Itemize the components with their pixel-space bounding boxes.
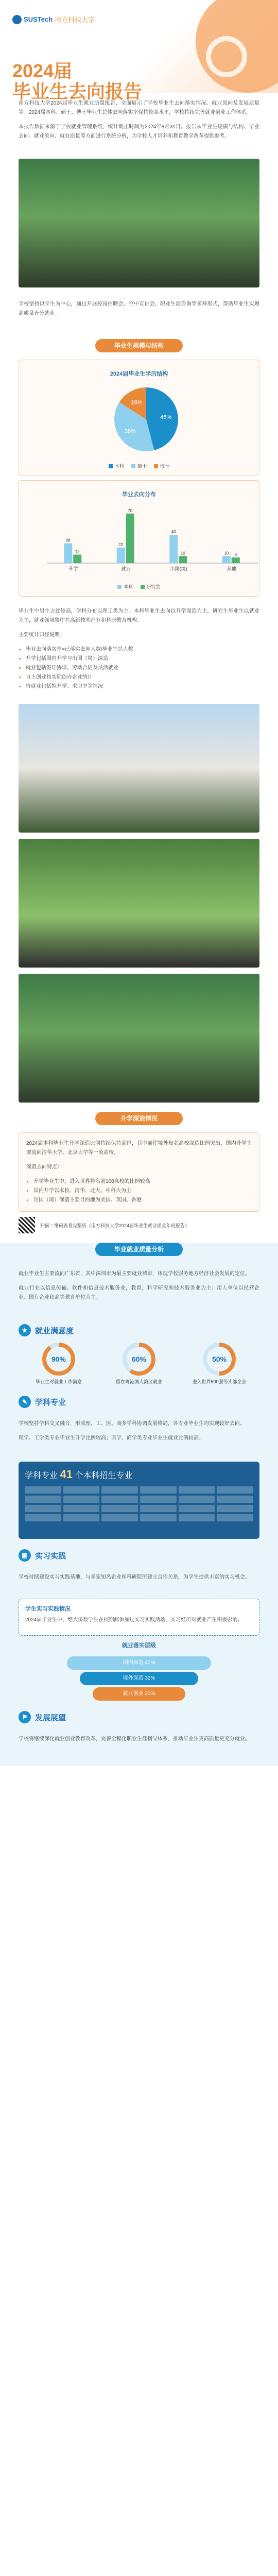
stat-ring [123, 1343, 155, 1376]
section1-list-title: 主要统计口径说明： [19, 632, 65, 638]
stat-label: 毕业生对就业工作满意 [35, 1379, 82, 1384]
bar-value-label: 8 [234, 552, 237, 557]
qr-code-icon[interactable] [19, 1217, 35, 1233]
stat-ring [42, 1343, 75, 1376]
bar-其他-本科 [222, 556, 231, 563]
report-header [0, 0, 278, 102]
graduation-group-photo [19, 159, 259, 287]
bar-出国(境)-本科 [169, 535, 178, 563]
major-banner-left: 学科专业 [25, 1471, 58, 1480]
list-item: ● 出国（境）深造主要目的地为美国、英国、香港 [26, 1196, 252, 1205]
stat-item [25, 1343, 92, 1385]
qr-link[interactable] [19, 1217, 259, 1233]
legend-item: 硕士 [131, 463, 147, 469]
stat-label: 留在粤港澳大湾区就业 [115, 1379, 162, 1384]
section3-paragraph-2: 就业行业以信息传输、软件和信息技术服务业，教育，科学研究和技术服务业为主；用人单位以民营企业、国有企业和高等教育单位为主。 [19, 1285, 259, 1300]
blue-zone [0, 1243, 278, 1766]
bar-就业-研究生 [126, 514, 134, 563]
stats-heading [19, 1324, 259, 1336]
bar-value-label: 40 [171, 530, 176, 534]
internship-box-title: 学生实习实践情况 [25, 1606, 71, 1612]
bar-其他-研究生 [232, 557, 240, 563]
section6-paragraph: 学校将继续深化就业创业教育改革，完善全程化职业生涯指导体系，推动毕业生更高质量更充分就业。 [19, 1736, 250, 1742]
brand-logo [12, 14, 95, 24]
bar-value-label: 28 [65, 538, 71, 543]
internship-box [19, 1599, 259, 1636]
section-title-3: 毕业就业质量分析 [95, 1243, 183, 1256]
stat-item [186, 1343, 253, 1385]
intro-paragraph-2: 本报告数据来源于学校就业管理系统，统计截止时间为2024年8月31日。报告从毕业生规模与结构、毕业去向、就业流向、就业质量等方面进行系统分析，为学校人才培养和教育教学改革提供参考。 [19, 124, 259, 139]
campus-photo [19, 704, 259, 833]
book-icon: ✎ [19, 1396, 31, 1408]
section3-text [0, 1263, 278, 1314]
list-item: ● 毕业去向落实率=已落实去向人数/毕业生总人数 [19, 645, 259, 654]
pie-label: 16% [131, 399, 143, 406]
stat-value: 50% [207, 1347, 232, 1371]
pie-label: 46% [160, 414, 172, 421]
section5-text [0, 1567, 278, 1594]
stat-ring [203, 1343, 236, 1376]
brand-sub: 南方科技大学 [55, 16, 95, 24]
section5-heading-text: 实习实践 [35, 1551, 66, 1561]
x-tick-label: 出国(境) [170, 566, 187, 571]
bar-value-label: 10 [224, 551, 229, 556]
bar-升学-研究生 [73, 555, 81, 564]
stat-label: 进入世界500强等头部企业 [192, 1379, 247, 1384]
briefcase-icon: ▣ [19, 1549, 31, 1562]
legend-item: 研究生 [141, 583, 161, 590]
section4-heading [19, 1396, 259, 1408]
section1-text [0, 601, 278, 698]
major-banner [19, 1462, 259, 1539]
bar-value-label: 70 [128, 508, 133, 513]
list-item: ● 升学包括国内升学与出国（境）深造 [19, 654, 259, 664]
section2-list-title: 深造去向特点： [26, 1164, 62, 1170]
logo-icon [12, 15, 22, 24]
x-tick-label: 就业 [121, 566, 131, 571]
section-title-2: 升学深造情况 [95, 1112, 183, 1125]
decor-ring [206, 36, 247, 77]
section6-text [0, 1728, 278, 1755]
bar-就业-本科 [117, 548, 125, 563]
list-item: ● 国内升学以本校、清华、北大、中科大为主 [26, 1187, 252, 1196]
section3-paragraph-1: 就业毕业生主要流向广东省，其中深圳市为最主要就业城市，体现学校服务地方经济社会发展的定位。 [19, 1271, 250, 1277]
major-count: 41 [60, 1468, 73, 1481]
section2-card [19, 1132, 259, 1212]
pie-chart [26, 381, 266, 458]
major-grid [25, 1486, 253, 1521]
report-title-line1: 2024届 [12, 60, 73, 81]
brand-name: SUSTech [24, 15, 53, 23]
bar-chart [26, 501, 266, 579]
bar-chart-title: 毕业去向分布 [122, 492, 156, 498]
pie-chart-title: 2024届毕业生学历结构 [110, 371, 168, 377]
internship-box-text: 2024届毕业生中，绝大多数学生在校期间参加过实习实践活动，实习经历对就业产生积极影响。 [25, 1617, 243, 1623]
section4-paragraph-1: 学校坚持学科交叉融合，形成理、工、医、商多学科协调发展格局，各专业毕业生均实现较好去向。 [19, 1421, 245, 1427]
section5-heading [19, 1549, 259, 1562]
report-title-line2: 毕业生去向报告 [12, 81, 143, 102]
graduates-group-photo-2 [19, 974, 259, 1103]
stats-row [19, 1343, 259, 1385]
section2-list [26, 1177, 252, 1205]
section4-text [0, 1413, 278, 1454]
section6-heading-text: 发展展望 [35, 1713, 66, 1722]
pie-label: 38% [124, 428, 136, 435]
qr-link-text[interactable]: 扫描二维码查看完整版《南方科技大学2024届毕业生就业质量年度报告》 [40, 1223, 190, 1228]
stat-item [106, 1343, 172, 1385]
chart-card-pie [19, 360, 259, 476]
section2-paragraph: 2024届本科毕业生升学深造比例持续保持高位，其中前往境外知名高校深造比例突出，国内升学主要流向清华大学、北京大学等一流高校。 [26, 1141, 252, 1156]
bar-value-label: 10 [180, 551, 185, 556]
section4-paragraph-2: 理学、工学类专业毕业生升学比例较高；医学、商学类专业毕业生就业比例较高。 [19, 1435, 204, 1441]
star-icon: ★ [19, 1324, 31, 1336]
section4-heading-text: 学科专业 [35, 1398, 66, 1407]
pie-legend [26, 463, 252, 469]
major-banner-right: 个本科招生专业 [75, 1471, 133, 1480]
flag-icon: ⚑ [19, 1711, 31, 1723]
list-item: ● 自主创业按实际创办企业统计 [19, 673, 259, 682]
bar-value-label: 22 [118, 542, 124, 547]
x-tick-label: 其他 [227, 566, 236, 571]
bar-升学-本科 [64, 544, 72, 564]
list-item: ● 升学毕业生中，进入世界排名前100高校的比例较高 [26, 1177, 252, 1187]
x-tick-label: 升学 [68, 566, 78, 571]
section1-paragraph: 毕业生中男生占比较高，学科分布以理工类为主。本科毕业生去向以升学深造为主，研究生毕业生以就业为主，就业领域集中在高新技术产业和科研教育机构。 [19, 608, 259, 623]
intro-paragraph-3: 学校坚持以学生为中心，通过开展校园招聘会、空中宣讲会、职业生涯咨询等多种形式，帮助毕业生实现高质量充分就业。 [19, 301, 259, 316]
section-title-1: 毕业生规模与结构 [95, 339, 183, 352]
stat-value: 60% [127, 1347, 151, 1371]
section5-paragraph: 学校持续建设实习实践基地，与多家知名企业和科研院所建立合作关系，为学生提供丰富的实习机会。 [19, 1574, 250, 1580]
funnel-title: 就业落实层级 [122, 1642, 156, 1649]
bar-出国(境)-研究生 [179, 556, 187, 563]
legend-item: 博士 [154, 463, 169, 469]
stat-value: 90% [46, 1347, 71, 1371]
section1-list [19, 645, 259, 691]
section6-heading [19, 1711, 259, 1723]
funnel-level: 国内深造 47% [67, 1656, 211, 1670]
bar-legend [26, 583, 252, 590]
list-item: ● 就业包括签订协议、劳动合同及灵活就业 [19, 664, 259, 673]
stats-heading-text: 就业满意度 [35, 1326, 74, 1335]
legend-item: 本科 [109, 463, 124, 469]
list-item: ● 待就业包括拟升学、求职中等情况 [19, 682, 259, 691]
funnel-chart [62, 1656, 216, 1701]
intro-paragraph-1: 南方科技大学2024届毕业生就业质量报告，全面展示了学校毕业生去向落实情况、就业流向及发展质量等。2024届本科、硕士、博士毕业生总体去向落实率保持较高水平，学校持续完善就业创业工作体系。 [19, 100, 259, 115]
bar-value-label: 12 [75, 549, 80, 554]
graduates-lawn-photo [19, 839, 259, 968]
funnel-level: 就业创业 21% [93, 1687, 185, 1701]
funnel-level: 境外深造 32% [80, 1672, 198, 1685]
legend-item: 本科 [117, 583, 133, 590]
intro-tail [0, 294, 278, 330]
chart-card-bar [19, 480, 259, 597]
